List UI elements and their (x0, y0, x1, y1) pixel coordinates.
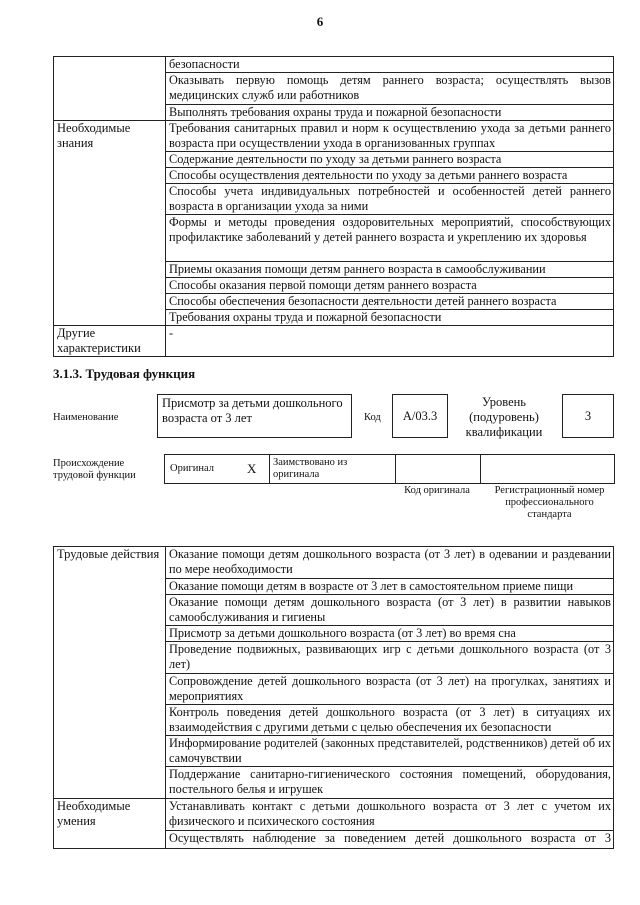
code-box (392, 394, 448, 438)
table-cell: Содержание деятельности по уходу за детьми раннего возраста (166, 152, 614, 168)
origin-code-caption: Код оригинала (404, 485, 470, 496)
table-row (54, 326, 614, 357)
table-cell: Поддержание санитарно-гигиенического состояния помещений, оборудования, постельного белья и игрушек (166, 767, 614, 799)
code-value: А/03.3 (402, 409, 438, 423)
level-box (562, 394, 614, 438)
table-row (54, 57, 614, 73)
table-cell: безопасности (166, 57, 614, 73)
table-row (54, 121, 614, 152)
knowledge-table (53, 56, 614, 357)
page-number: 6 (316, 14, 324, 29)
origin-label: Происхождение трудовой функции (53, 458, 136, 481)
code-label: Код (364, 412, 381, 423)
table-cell: - (166, 326, 614, 357)
row-label-other: Другие характеристики (54, 326, 166, 357)
table-row (54, 799, 614, 831)
table-cell: Устанавливать контакт с детьми дошкольного возраста от 3 лет с учетом их физического и психического состояния (166, 799, 614, 831)
table-cell: Способы оказания первой помощи детям раннего возраста (166, 278, 614, 294)
table-row (54, 547, 614, 579)
table-cell: Сопровождение детей дошкольного возраста (от 3 лет) на прогулках, занятиях и мероприятиях (166, 674, 614, 705)
row-label-skills: Необходимые умения (54, 799, 166, 849)
name-box (157, 394, 352, 438)
origin-row (164, 454, 615, 484)
table-cell: Способы учета индивидуальных потребностей и особенностей детей раннего возраста в организации ухода за ними (166, 184, 614, 215)
name-value: Присмотр за детьми дошкольного возраста от 3 лет (162, 396, 343, 425)
row-label (54, 57, 166, 121)
table-cell: Приемы оказания помощи детям раннего возраста в самообслуживании (166, 262, 614, 278)
original-mark: X (247, 461, 257, 476)
row-label-actions: Трудовые действия (54, 547, 166, 799)
table-cell: Оказание помощи детям дошкольного возраста (от 3 лет) в одевании и раздевании по мере необходимости (166, 547, 614, 579)
table-cell: Требования охраны труда и пожарной безопасности (166, 310, 614, 326)
level-label: Уровень (подуровень) квалификации (465, 395, 543, 439)
reg-number-caption: Регистрационный номер профессионального стандарта (494, 485, 605, 520)
row-label-knowledge: Необходимые знания (54, 121, 166, 326)
table-cell: Способы обеспечения безопасности деятельности детей раннего возраста (166, 294, 614, 310)
table-cell: Формы и методы проведения оздоровительных мероприятий, способствующих профилактике заболеваний у детей раннего возраста и укреплению их здоровья (166, 215, 614, 262)
table-cell: Контроль поведения детей дошкольного возраста (от 3 лет) в ситуациях их взаимодействия с другими детьми с целью обеспечения их безопасности (166, 705, 614, 736)
table-cell: Присмотр за детьми дошкольного возраста (от 3 лет) во время сна (166, 626, 614, 642)
table-cell: Осуществлять наблюдение за поведением детей дошкольного возраста от 3 (166, 831, 614, 849)
table-cell: Требования санитарных правил и норм к осуществлению ухода за детьми раннего возраста при осуществлении ухода в организованных группах (166, 121, 614, 152)
table-cell: Информирование родителей (законных представителей, родственников) детей об их самочувствии (166, 736, 614, 767)
section-title: 3.1.3. Трудовая функция (53, 366, 196, 381)
name-label: Наименование (53, 412, 119, 423)
table-cell: Способы осуществления деятельности по уходу за детьми раннего возраста (166, 168, 614, 184)
table-cell: Оказывать первую помощь детям раннего возраста; осуществлять вызов медицинских служб или работников (166, 73, 614, 105)
borrowed-label: Заимствовано из оригинала (273, 457, 348, 480)
original-label: Оригинал (170, 463, 214, 474)
table-cell: Оказание помощи детям в возрасте от 3 лет в самостоятельном приеме пищи (166, 579, 614, 595)
table-cell: Проведение подвижных, развивающих игр с детьми дошкольного возраста (от 3 лет) (166, 642, 614, 674)
table-cell: Выполнять требования охраны труда и пожарной безопасности (166, 105, 614, 121)
level-value: 3 (584, 409, 592, 423)
table-cell: Оказание помощи детям дошкольного возраста (от 3 лет) в развитии навыков самообслуживания и гигиены (166, 595, 614, 626)
actions-table (53, 546, 614, 849)
